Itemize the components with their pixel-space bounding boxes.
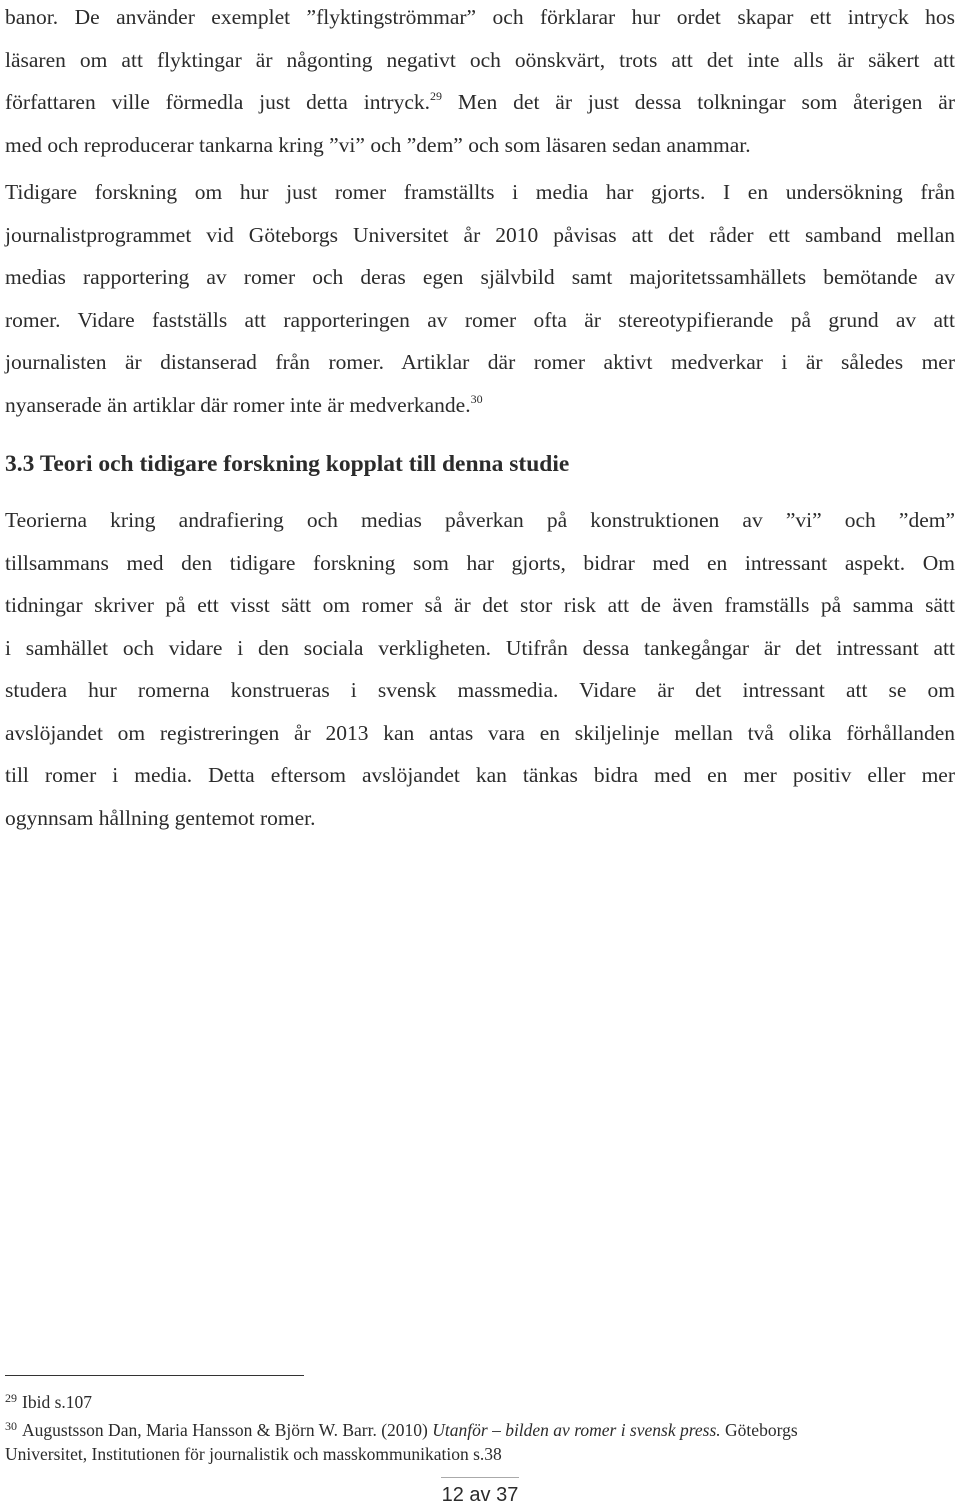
text-line bbox=[5, 384, 955, 427]
paragraph-2 bbox=[5, 171, 955, 426]
paragraph-1 bbox=[5, 0, 955, 166]
footnote-text: Ibid s.107 bbox=[22, 1392, 92, 1412]
text-line: läsaren om att flyktingar är någonting negativt och oönskvärt, trots att det inte alls är säkert att bbox=[5, 47, 955, 72]
footnote-text: Göteborgs bbox=[720, 1420, 798, 1440]
text-line: med och reproducerar tankarna kring ”vi” och ”dem” och som läsaren sedan anammar. bbox=[5, 132, 751, 157]
text-line: ogynnsam hållning gentemot romer. bbox=[5, 805, 316, 830]
text-line: journalistprogrammet vid Göteborgs Universitet år 2010 påvisas att det råder ett samband mellan bbox=[5, 222, 955, 247]
footnote-text: Augustsson Dan, Maria Hansson & Björn W. Barr. (2010) bbox=[22, 1420, 433, 1440]
footnote-separator bbox=[5, 1375, 304, 1376]
text-line: medias rapportering av romer och deras egen självbild samt majoritetssamhällets bemötande av bbox=[5, 265, 955, 289]
paragraph-3 bbox=[5, 499, 955, 839]
footnote-title: Utanför – bilden av romer i svensk press. bbox=[432, 1420, 721, 1440]
text-line: Tidigare forskning om hur just romer framställts i media har gjorts. I en undersökning från bbox=[5, 180, 955, 204]
footnote-29 bbox=[5, 1386, 955, 1414]
text-segment: författaren ville förmedla just detta intryck. bbox=[5, 90, 430, 114]
footnote-number: 30 bbox=[5, 1419, 17, 1433]
text-line: studera hur romerna konstrueras i svensk massmedia. Vidare är det intressant att se om bbox=[5, 678, 955, 702]
footnote-ref[interactable]: 29 bbox=[430, 89, 442, 103]
text-line: banor. De använder exemplet ”flyktingströmmar” och förklarar hur ordet skapar ett intryck hos bbox=[5, 5, 955, 29]
text-line: avslöjandet om registreringen år 2013 kan antas vara en skiljelinje mellan två olika förhållanden bbox=[5, 720, 955, 745]
footnote-30-continued: Universitet, Institutionen för journalistik och masskommunikation s.38 bbox=[5, 1444, 502, 1464]
footnote-ref[interactable]: 30 bbox=[470, 391, 483, 406]
text-line: Teorierna kring andrafiering och medias påverkan på konstruktionen av ”vi” och ”dem” bbox=[5, 508, 955, 532]
footnote-30 bbox=[5, 1414, 955, 1442]
page-number: 12 av 37 bbox=[441, 1484, 519, 1506]
page-number-rule bbox=[441, 1477, 519, 1478]
text-line: tidningar skriver på ett visst sätt om romer så är det stor risk att de även framställs på samma sätt bbox=[5, 593, 955, 617]
text-line: romer. Vidare fastställs att rapporteringen av romer ofta är stereotypifierande på grund av att bbox=[5, 307, 955, 332]
footnotes bbox=[5, 1386, 955, 1466]
text-line: till romer i media. Detta eftersom avslöjandet kan tänkas bidra med en mer positiv eller mer bbox=[5, 763, 955, 787]
section-heading: 3.3 Teori och tidigare forskning kopplat till denna studie bbox=[5, 451, 570, 477]
text-line: tillsammans med den tidigare forskning som har gjorts, bidrar med en intressant aspekt. Om bbox=[5, 550, 955, 575]
text-segment: Men det är just dessa tolkningar som återigen är bbox=[442, 90, 955, 114]
footnote-number: 29 bbox=[5, 1391, 17, 1405]
text-line: i samhället och vidare i den sociala verkligheten. Utifrån dessa tankegångar är det intressant att bbox=[5, 635, 955, 660]
text-segment: nyanserade än artiklar där romer inte är medverkande. bbox=[5, 392, 471, 417]
text-line bbox=[5, 81, 955, 124]
text-line: journalisten är distanserad från romer. Artiklar där romer aktivt medverkar i är således mer bbox=[5, 350, 955, 374]
